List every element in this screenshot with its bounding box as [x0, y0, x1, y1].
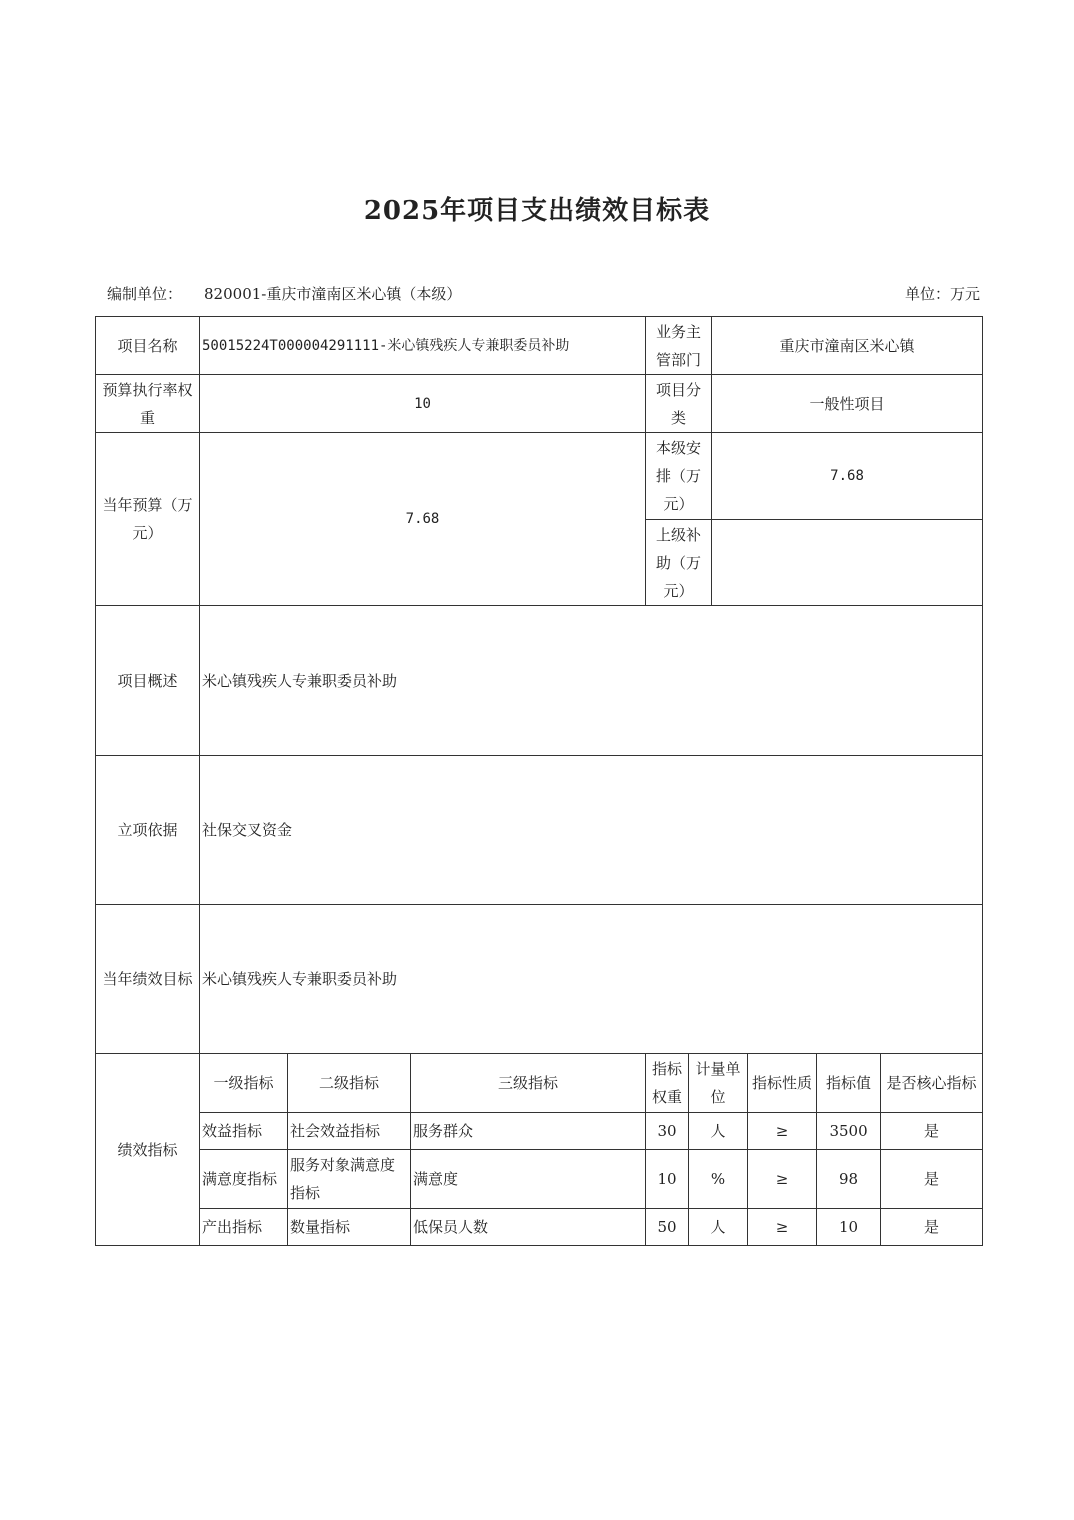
row-budget: [96, 433, 983, 520]
compiling-unit-label: 编制单位：: [107, 285, 183, 303]
indicator-row: [96, 1209, 983, 1246]
local-arrangement-label: 本级安排（万元）: [646, 433, 712, 520]
indicator-core: 是: [881, 1113, 983, 1150]
row-basis: [96, 756, 983, 905]
indicator-level3: 满意度: [411, 1150, 646, 1209]
indicator-nature: ≥: [748, 1113, 817, 1150]
indicator-level3: 低保员人数: [411, 1209, 646, 1246]
row-project-name: [96, 317, 983, 375]
indicator-header-row: [96, 1054, 983, 1113]
indicator-value: 98: [817, 1150, 881, 1209]
indicator-level3: 服务群众: [411, 1113, 646, 1150]
indicator-unit: 人: [689, 1209, 748, 1246]
header-core: 是否核心指标: [881, 1054, 983, 1113]
indicator-unit: %: [689, 1150, 748, 1209]
indicator-level1: 效益指标: [200, 1113, 288, 1150]
weight-label: 预算执行率权重: [96, 375, 200, 433]
indicator-weight: 30: [646, 1113, 689, 1150]
header-nature: 指标性质: [748, 1054, 817, 1113]
indicator-value: 10: [817, 1209, 881, 1246]
performance-target-table: [95, 316, 983, 1246]
upper-subsidy-label: 上级补助（万元）: [646, 520, 712, 606]
row-goal: [96, 905, 983, 1054]
weight-value: 10: [200, 375, 646, 433]
row-overview: [96, 606, 983, 756]
indicator-level2: 数量指标: [288, 1209, 411, 1246]
page-title: 2025年项目支出绩效目标表: [363, 196, 711, 226]
category-value: 一般性项目: [712, 375, 983, 433]
compiling-unit-value: 820001-重庆市潼南区米心镇（本级）: [204, 285, 462, 303]
indicator-level1: 产出指标: [200, 1209, 288, 1246]
header-level2: 二级指标: [288, 1054, 411, 1113]
basis-value: 社保交叉资金: [200, 756, 983, 905]
row-weight: [96, 375, 983, 433]
indicator-row: [96, 1113, 983, 1150]
indicator-nature: ≥: [748, 1150, 817, 1209]
project-name-label: 项目名称: [96, 317, 200, 375]
header-level1: 一级指标: [200, 1054, 288, 1113]
currency-unit: 单位：万元: [904, 285, 980, 303]
upper-subsidy-value: [712, 520, 983, 606]
indicator-weight: 10: [646, 1150, 689, 1209]
indicator-core: 是: [881, 1150, 983, 1209]
indicator-value: 3500: [817, 1113, 881, 1150]
dept-label: 业务主管部门: [646, 317, 712, 375]
indicator-unit: 人: [689, 1113, 748, 1150]
project-name-value: 50015224T000004291111-米心镇残疾人专兼职委员补助: [200, 317, 646, 375]
overview-label: 项目概述: [96, 606, 200, 756]
indicator-nature: ≥: [748, 1209, 817, 1246]
compiling-unit: [107, 283, 461, 304]
category-label: 项目分类: [646, 375, 712, 433]
indicator-level2: 服务对象满意度指标: [288, 1150, 411, 1209]
indicator-row: [96, 1150, 983, 1209]
goal-label: 当年绩效目标: [96, 905, 200, 1054]
budget-value: 7.68: [200, 433, 646, 606]
header-level3: 三级指标: [411, 1054, 646, 1113]
header-unit: 计量单位: [689, 1054, 748, 1113]
indicator-level2: 社会效益指标: [288, 1113, 411, 1150]
indicators-section-label: 绩效指标: [96, 1054, 200, 1246]
goal-value: 米心镇残疾人专兼职委员补助: [200, 905, 983, 1054]
header-value: 指标值: [817, 1054, 881, 1113]
overview-value: 米心镇残疾人专兼职委员补助: [200, 606, 983, 756]
local-arrangement-value: 7.68: [712, 433, 983, 520]
budget-label: 当年预算（万元）: [96, 433, 200, 606]
header-weight: 指标权重: [646, 1054, 689, 1113]
dept-value: 重庆市潼南区米心镇: [712, 317, 983, 375]
indicator-core: 是: [881, 1209, 983, 1246]
indicator-weight: 50: [646, 1209, 689, 1246]
basis-label: 立项依据: [96, 756, 200, 905]
indicator-level1: 满意度指标: [200, 1150, 288, 1209]
